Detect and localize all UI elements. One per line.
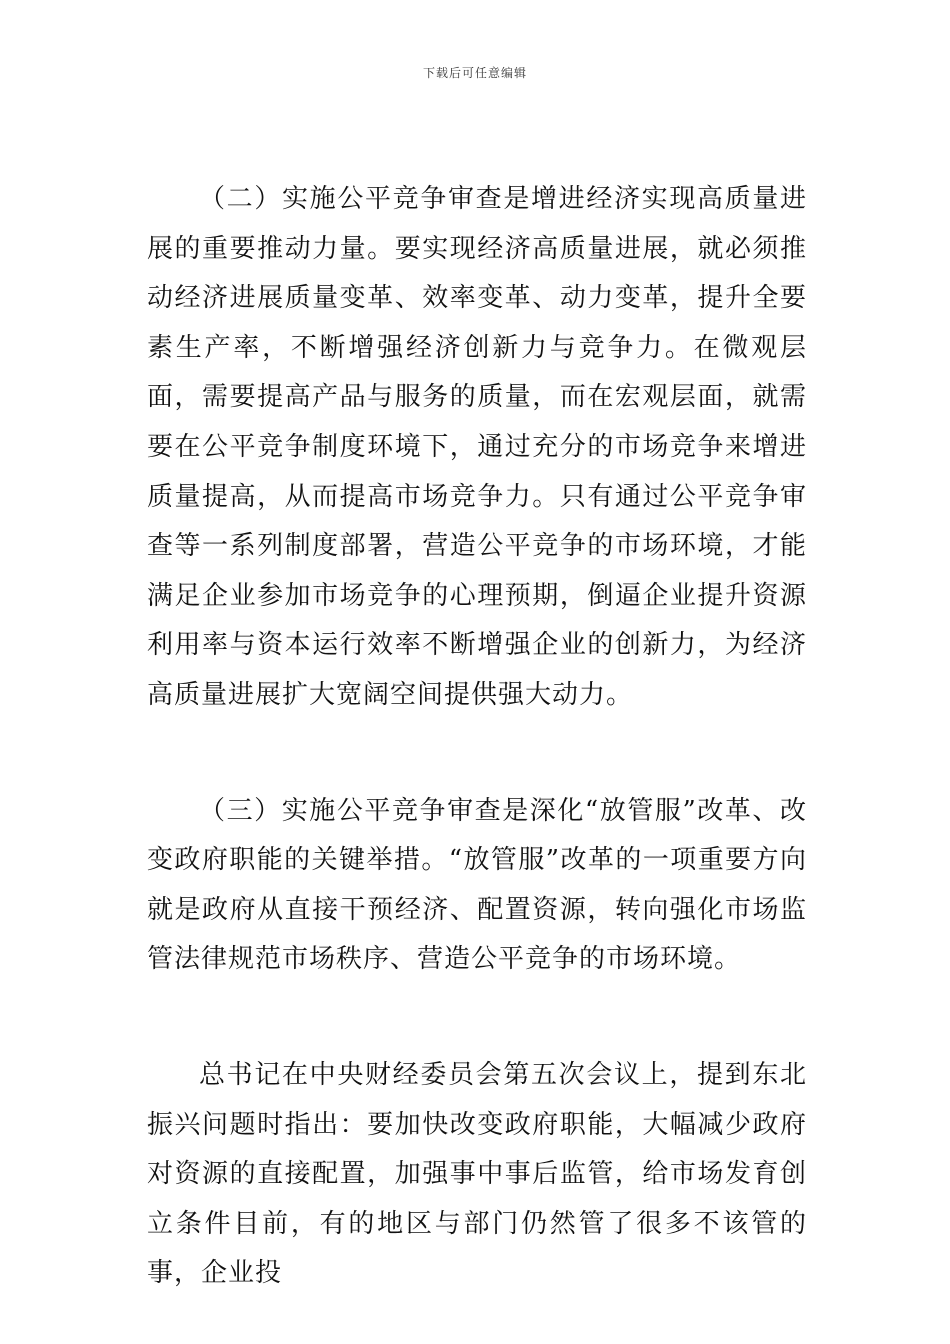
document-body (147, 175, 807, 1299)
page-header-note: 下载后可任意编辑 (422, 66, 527, 80)
paragraph-gap (147, 985, 807, 1051)
paragraph-2: （三）实施公平竞争审查是深化“放管服”改革、改变政府职能的关键举措。“放管服”改革的一项重要方向就是政府从直接干预经济、配置资源，转向强化市场监管法律规范市场秩序、营造公平竞争的市场环境。 (147, 795, 807, 975)
paragraph-1: （二）实施公平竞争审查是增进经济实现高质量进展的重要推动力量。要实现经济高质量进展，就必须推动经济进展质量变革、效率变革、动力变革，提升全要素生产率，不断增强经济创新力与竞争力。在微观层面，需要提高产品与服务的质量，而在宏观层面，就需要在公平竞争制度环境下，通过充分的市场竞争来增进质量提高，从而提高市场竞争力。只有通过公平竞争审查等一系列制度部署，营造公平竞争的市场环境，才能满足企业参加市场竞争的心理预期，倒逼企业提升资源利用率与资本运行效率不断增强企业的创新力，为经济高质量进展扩大宽阔空间提供强大动力。 (147, 184, 807, 710)
paragraph-gap (147, 721, 807, 787)
paragraph-3: 总书记在中央财经委员会第五次会议上，提到东北振兴问题时指出：要加快改变政府职能，大幅减少政府对资源的直接配置，加强事中事后监管，给市场发育创立条件目前，有的地区与部门仍然管了很多不该管的事，企业投 (147, 1059, 807, 1289)
